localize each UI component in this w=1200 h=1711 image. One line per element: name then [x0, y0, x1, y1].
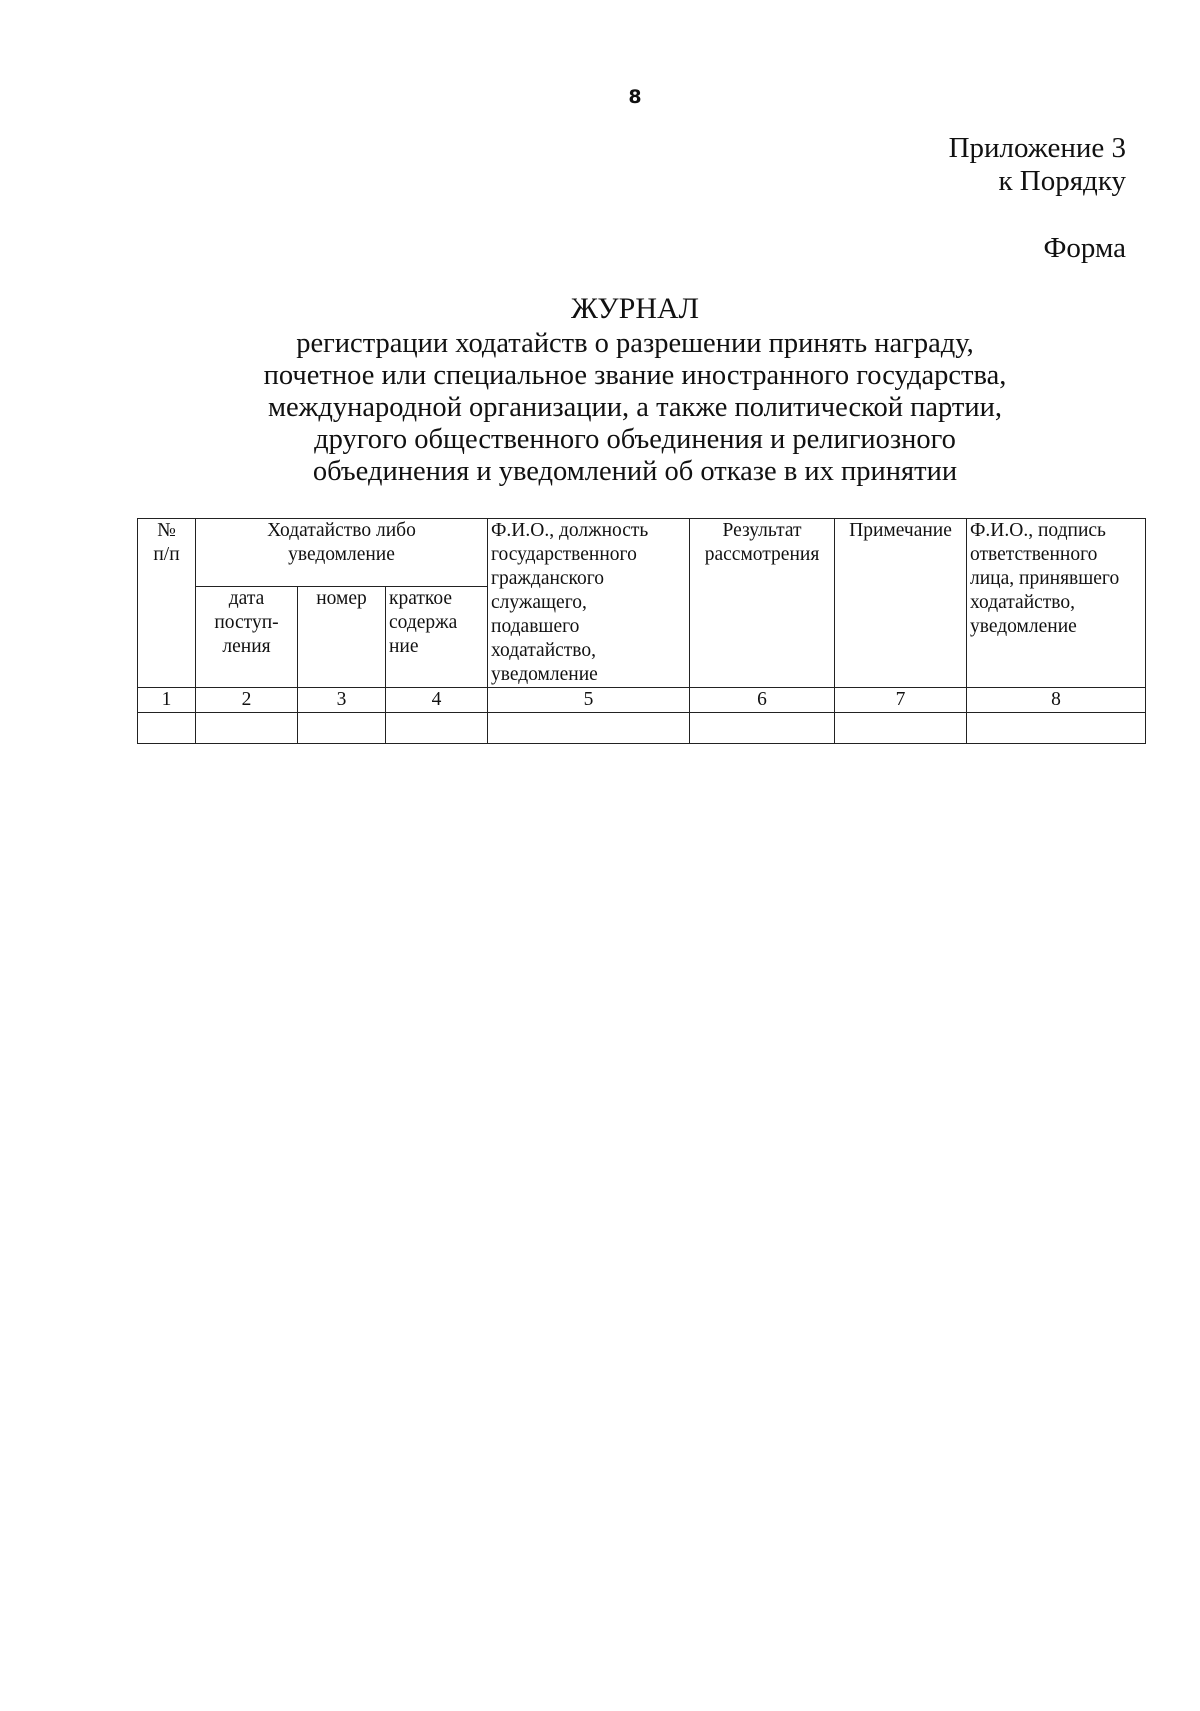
empty-cell	[138, 713, 196, 744]
empty-cell	[298, 713, 386, 744]
column-number: 1	[138, 688, 196, 713]
column-number: 7	[835, 688, 967, 713]
appendix-line-1: Приложение 3	[948, 132, 1126, 164]
header-col-1: № п/п	[138, 519, 196, 688]
header-group-petition: Ходатайство либо уведомление	[196, 519, 488, 587]
appendix-block	[949, 132, 1126, 198]
journal-subtitle: регистрации ходатайств о разрешении принять награду, почетное или специальное звание иностранного государства, международной организации, а также политической партии, другого общественного объединения и религиозного объединения и уведомлений об отказе в их принятии	[263, 328, 1007, 487]
column-number: 2	[196, 688, 298, 713]
empty-cell	[488, 713, 690, 744]
header-col-4: краткое содержа ние	[386, 586, 488, 687]
form-label: Форма	[1043, 232, 1126, 264]
document-heading	[0, 292, 1200, 488]
header-col-8: Ф.И.О., подпись ответственного лица, принявшего ходатайство, уведомление	[967, 519, 1146, 688]
journal-title: ЖУРНАЛ	[570, 292, 700, 325]
registration-journal-table	[137, 518, 1146, 744]
header-col-5: Ф.И.О., должность государственного гражданского служащего, подавшего ходатайство, уведомление	[488, 519, 690, 688]
empty-cell	[386, 713, 488, 744]
empty-entry-row	[138, 713, 1146, 744]
page-number: 8	[628, 86, 642, 108]
header-col-3: номер	[298, 586, 386, 687]
empty-cell	[690, 713, 835, 744]
appendix-line-2: к Порядку	[998, 165, 1126, 197]
header-col-7: Примечание	[835, 519, 967, 688]
column-number: 8	[967, 688, 1146, 713]
empty-cell	[196, 713, 298, 744]
column-number: 4	[386, 688, 488, 713]
header-col-2: дата поступ- ления	[196, 586, 298, 687]
empty-cell	[835, 713, 967, 744]
column-number: 6	[690, 688, 835, 713]
empty-cell	[967, 713, 1146, 744]
header-col-6: Результат рассмотрения	[690, 519, 835, 688]
column-number: 3	[298, 688, 386, 713]
table-header-row-1	[138, 519, 1146, 587]
column-number-row	[138, 688, 1146, 713]
column-number: 5	[488, 688, 690, 713]
